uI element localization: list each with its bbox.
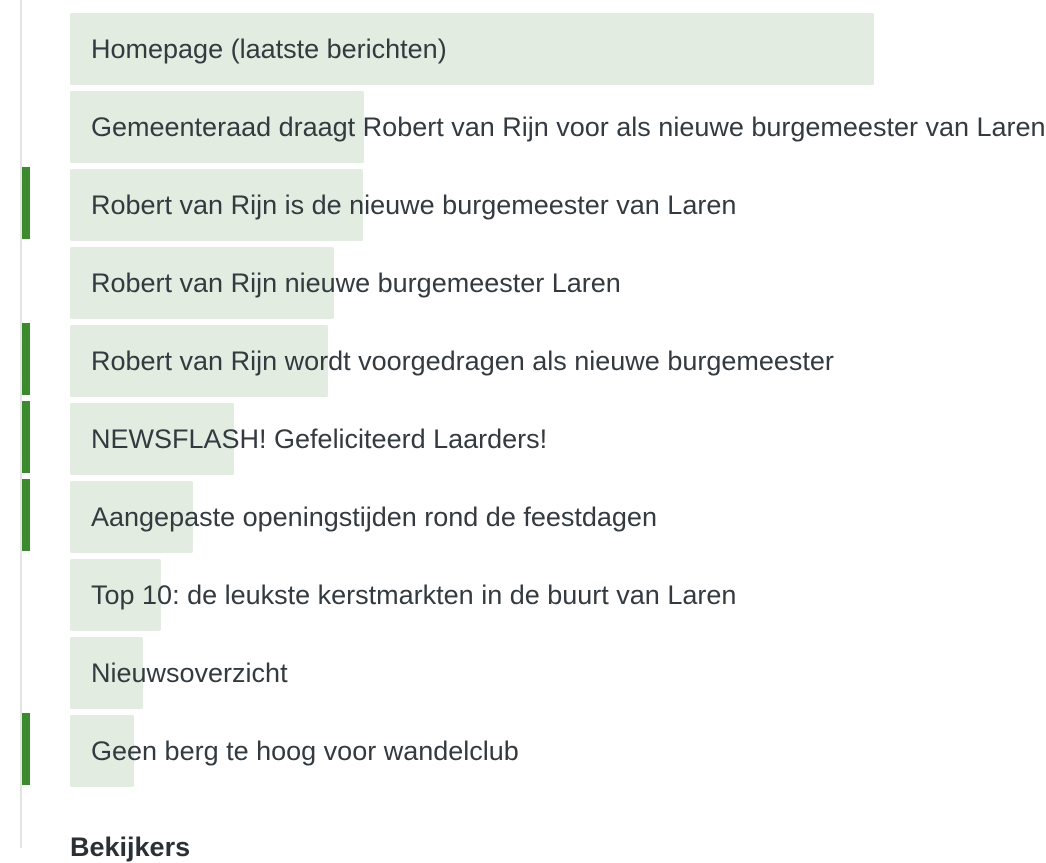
list-item-label: Aangepaste openingstijden rond de feestdagen	[91, 502, 657, 532]
list-item[interactable]	[70, 91, 1046, 163]
marker-indicator	[22, 479, 30, 551]
list-item[interactable]	[70, 715, 874, 787]
list-item-label: Top 10: de leukste kerstmarkten in de buurt van Laren	[91, 580, 737, 610]
list-item[interactable]	[70, 325, 874, 397]
marker-indicator	[22, 713, 30, 785]
list-item-label: Robert van Rijn nieuwe burgemeester Laren	[91, 268, 621, 298]
list-item[interactable]	[70, 559, 874, 631]
list-item-label: Robert van Rijn is de nieuwe burgemeester van Laren	[91, 190, 737, 220]
section-heading: Bekijkers	[70, 832, 191, 862]
marker-indicator	[22, 323, 30, 395]
list-item[interactable]	[70, 403, 874, 475]
list-item-label: Robert van Rijn wordt voorgedragen als nieuwe burgemeester	[91, 346, 834, 376]
list-item[interactable]	[70, 637, 874, 709]
list-item-label: Geen berg te hoog voor wandelclub	[91, 736, 519, 766]
list-item-label: Nieuwsoverzicht	[91, 658, 288, 688]
list-item[interactable]	[70, 481, 874, 553]
list-item-label: NEWSFLASH! Gefeliciteerd Laarders!	[91, 424, 548, 454]
list-item-label: Gemeenteraad draagt Robert van Rijn voor als nieuwe burgemeester van Laren	[91, 112, 1046, 142]
list-item[interactable]	[70, 169, 874, 241]
list-item-label: Homepage (laatste berichten)	[91, 34, 447, 64]
marker-indicator	[22, 167, 30, 239]
list-item[interactable]	[70, 13, 874, 85]
list-item[interactable]	[70, 247, 874, 319]
marker-indicator	[22, 401, 30, 473]
